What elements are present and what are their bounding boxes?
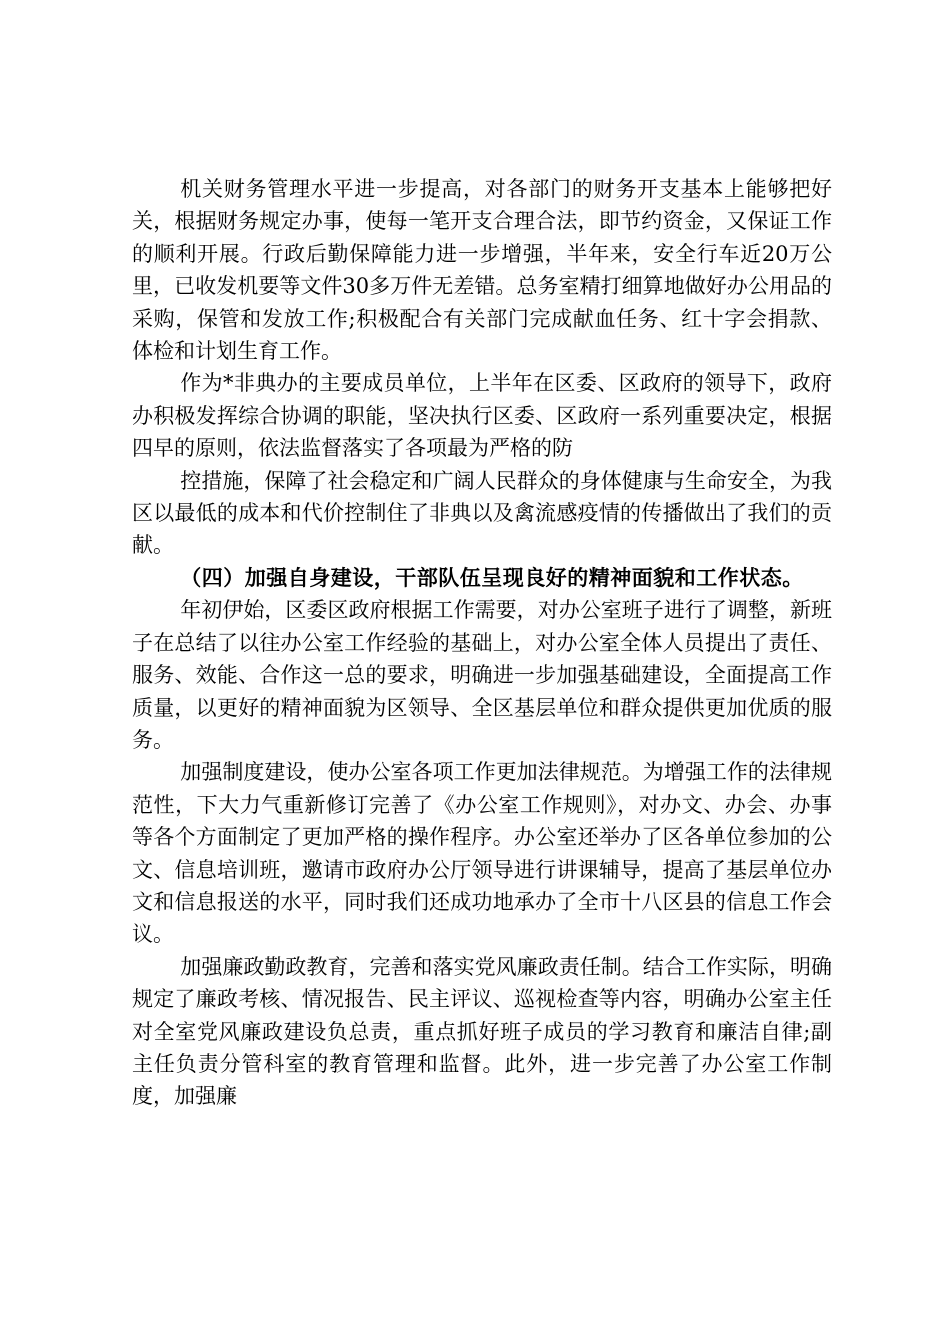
paragraph-epidemic-control: 控措施，保障了社会稳定和广阔人民群众的身体健康与生命安全，为我区以最低的成本和代价控制住了非典以及禽流感疫情的传播做出了我们的贡献。 [132, 468, 832, 558]
paragraph-sars-office: 作为*非典办的主要成员单位，上半年在区委、区政府的领导下，政府办积极发挥综合协调的职能，坚决执行区委、区政府一系列重要决定，根据四早的原则，依法监督落实了各项最为严格的防 [132, 371, 832, 461]
section-heading-self-building: （四）加强自身建设，干部队伍呈现良好的精神面貌和工作状态。 [180, 565, 804, 590]
document-body [132, 173, 832, 1113]
paragraph-finance-logistics: 机关财务管理水平进一步提高，对各部门的财务开支基本上能够把好关，根据财务规定办事，使每一笔开支合理合法，即节约资金，又保证工作的顺利开展。行政后勤保障能力进一步增强，半年来，安全行车近20万公里，已收发机要等文件30多万件无差错。总务室精打细算地做好办公用品的采购，保管和发放工作;积极配合有关部门完成献血任务、红十字会捐款、体检和计划生育工作。 [132, 177, 832, 364]
paragraph-team-adjustment: 年初伊始，区委区政府根据工作需要，对办公室班子进行了调整，新班子在总结了以往办公室工作经验的基础上，对办公室全体人员提出了责任、服务、效能、合作这一总的要求，明确进一步加强基础建设，全面提高工作质量，以更好的精神面貌为区领导、全区基层单位和群众提供更加优质的服务。 [132, 598, 832, 752]
paragraph-system-building: 加强制度建设，使办公室各项工作更加法律规范。为增强工作的法律规范性，下大力气重新修订完善了《办公室工作规则》，对办文、办会、办事等各个方面制定了更加严格的操作程序。办公室还举办了区各单位参加的公文、信息培训班，邀请市政府办公厅领导进行讲课辅导，提高了基层单位办文和信息报送的水平，同时我们还成功地承办了全市十八区县的信息工作会议。 [132, 760, 832, 947]
paragraph-integrity-education: 加强廉政勤政教育，完善和落实党风廉政责任制。结合工作实际，明确规定了廉政考核、情况报告、民主评议、巡视检查等内容，明确办公室主任对全室党风廉政建设负总责，重点抓好班子成员的学习教育和廉洁自律;副主任负责分管科室的教育管理和监督。此外，进一步完善了办公室工作制度，加强廉 [132, 954, 832, 1109]
